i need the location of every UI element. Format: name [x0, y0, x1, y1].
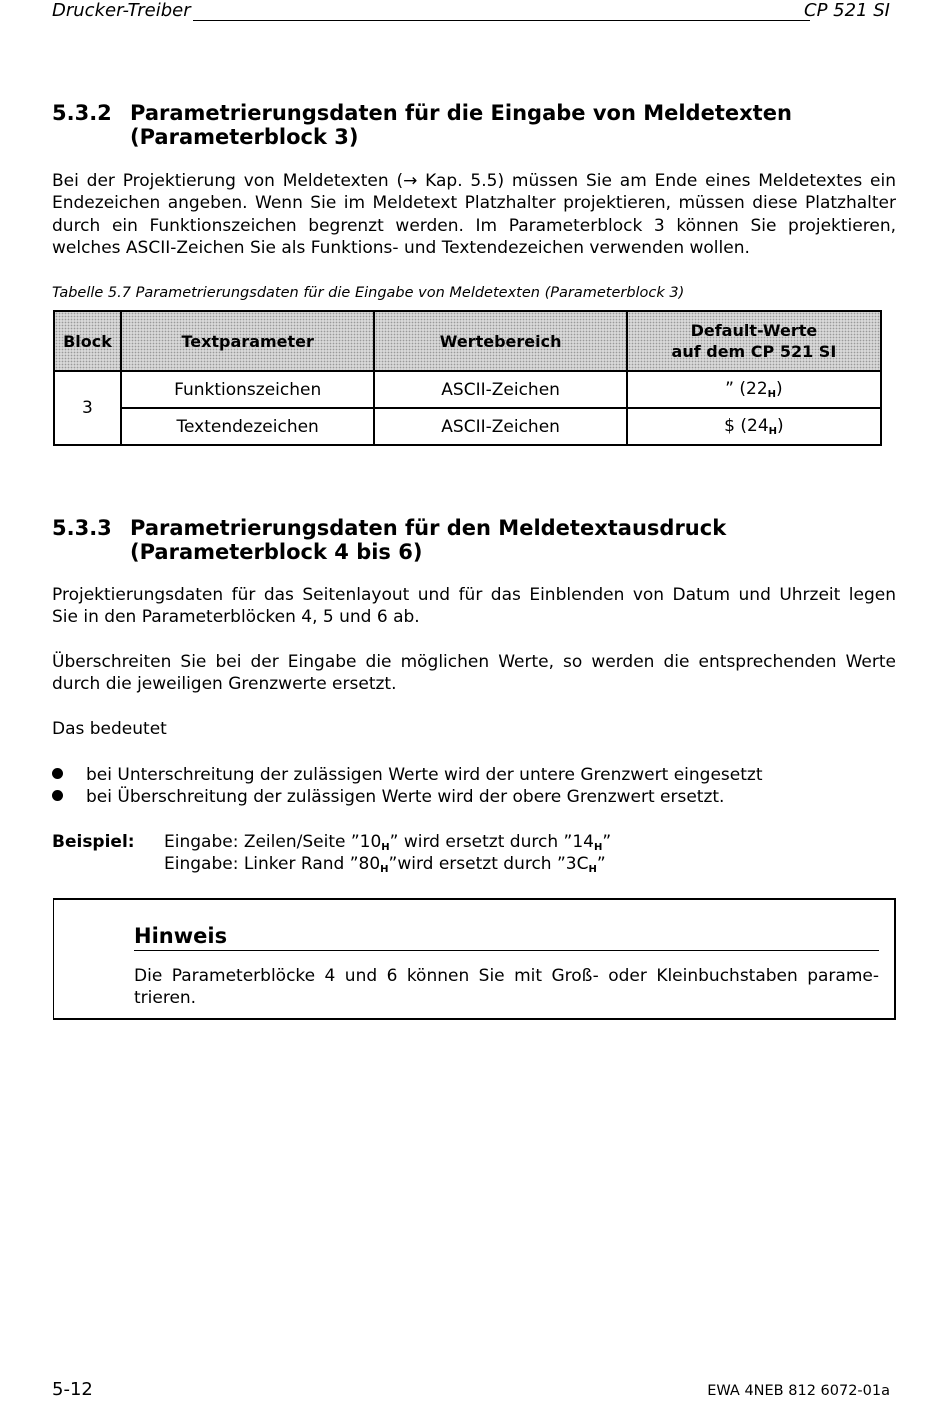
- example-line-2: Eingabe: Linker Rand $”80_H”wird$ ersetzt durch $”3C_H$”: [164, 854, 606, 876]
- section-number: 5.3.2: [52, 101, 112, 125]
- table-caption: Tabelle 5.7 Parametrierungsdaten für die Eingabe von Meldetexten (Parameterblock 3): [52, 285, 685, 301]
- note-title: Hinweis: [134, 924, 228, 948]
- section-532-paragraph: Bei der Projektierung von Meldetexten (→ Kap. 5.5) müssen Sie am Ende eines Meldetextes ein Endezeichen angeben. Wenn Sie im Meldetext Platzhalter projektieren, müssen diese Platzhalter durch ein Funktionszeichen begrenzt werden. Im Parameterblock 3 können Sie projektieren, welches ASCII-Zeichen Sie als Funktions- und Textendezeichen verwenden wollen.: [52, 171, 896, 259]
- bullet-icon: [52, 768, 63, 779]
- block-cell: 3: [54, 371, 121, 445]
- column-header-wertebereich: Wertebereich: [374, 311, 626, 371]
- section-number: 5.3.3: [52, 516, 112, 540]
- running-header-left: Drucker-Treiber: [52, 0, 191, 21]
- section-title: Parametrierungsdaten für den Meldetextausdruck (Parameterblock 4 bis 6): [130, 516, 727, 564]
- range-cell: ASCII-Zeichen: [374, 408, 626, 445]
- section-533-paragraph-3: Das bedeutet: [52, 719, 167, 739]
- param-cell: Textendezeichen: [121, 408, 375, 445]
- section-533-paragraph-1: Projektierungsdaten für das Seitenlayout und für das Einblenden von Datum und Uhrzeit legen Sie in den Parameterblöcken 4, 5 und 6 ab.: [52, 585, 896, 628]
- default-cell: $ $(24_H)$: [627, 408, 881, 445]
- column-header-default: Default-Werte auf dem CP 521 SI: [627, 311, 881, 371]
- column-header-textparameter: Textparameter: [121, 311, 375, 371]
- parameter-table: [53, 310, 882, 446]
- range-cell: ASCII-Zeichen: [374, 371, 626, 408]
- note-rule: [134, 950, 879, 951]
- document-code: EWA 4NEB 812 6072-01a: [707, 1383, 890, 1399]
- header-rule: [193, 20, 810, 21]
- example-line-1: Eingabe: Zeilen/Seite $”10_H$” wird ersetzt durch $”14_H$”: [164, 832, 612, 853]
- section-533-heading: [0, 516, 950, 566]
- page-number: 5-12: [52, 1379, 93, 1400]
- bullet-icon: [52, 790, 63, 801]
- example-label: Beispiel:: [52, 832, 135, 852]
- section-533-paragraph-2: Überschreiten Sie bei der Eingabe die möglichen Werte, so werden die entsprechenden Werte durch die jeweiligen Grenzwerte ersetzt.: [52, 652, 896, 695]
- table-header-row: [54, 311, 881, 371]
- section-title: Parametrierungsdaten für die Eingabe von Meldetexten (Parameterblock 3): [130, 101, 792, 149]
- note-box: [53, 898, 896, 1020]
- default-cell: ” $(22_H)$: [627, 371, 881, 408]
- running-header-right: CP 521 SI: [804, 0, 890, 21]
- column-header-block: Block: [54, 311, 121, 371]
- table-row: [54, 408, 881, 445]
- note-body: Die Parameterblöcke 4 und 6 können Sie mit Groß- oder Kleinbuchstaben parame- trieren.: [134, 966, 879, 1009]
- table-row: [54, 371, 881, 408]
- param-cell: Funktionszeichen: [121, 371, 375, 408]
- section-532-heading: [0, 101, 950, 151]
